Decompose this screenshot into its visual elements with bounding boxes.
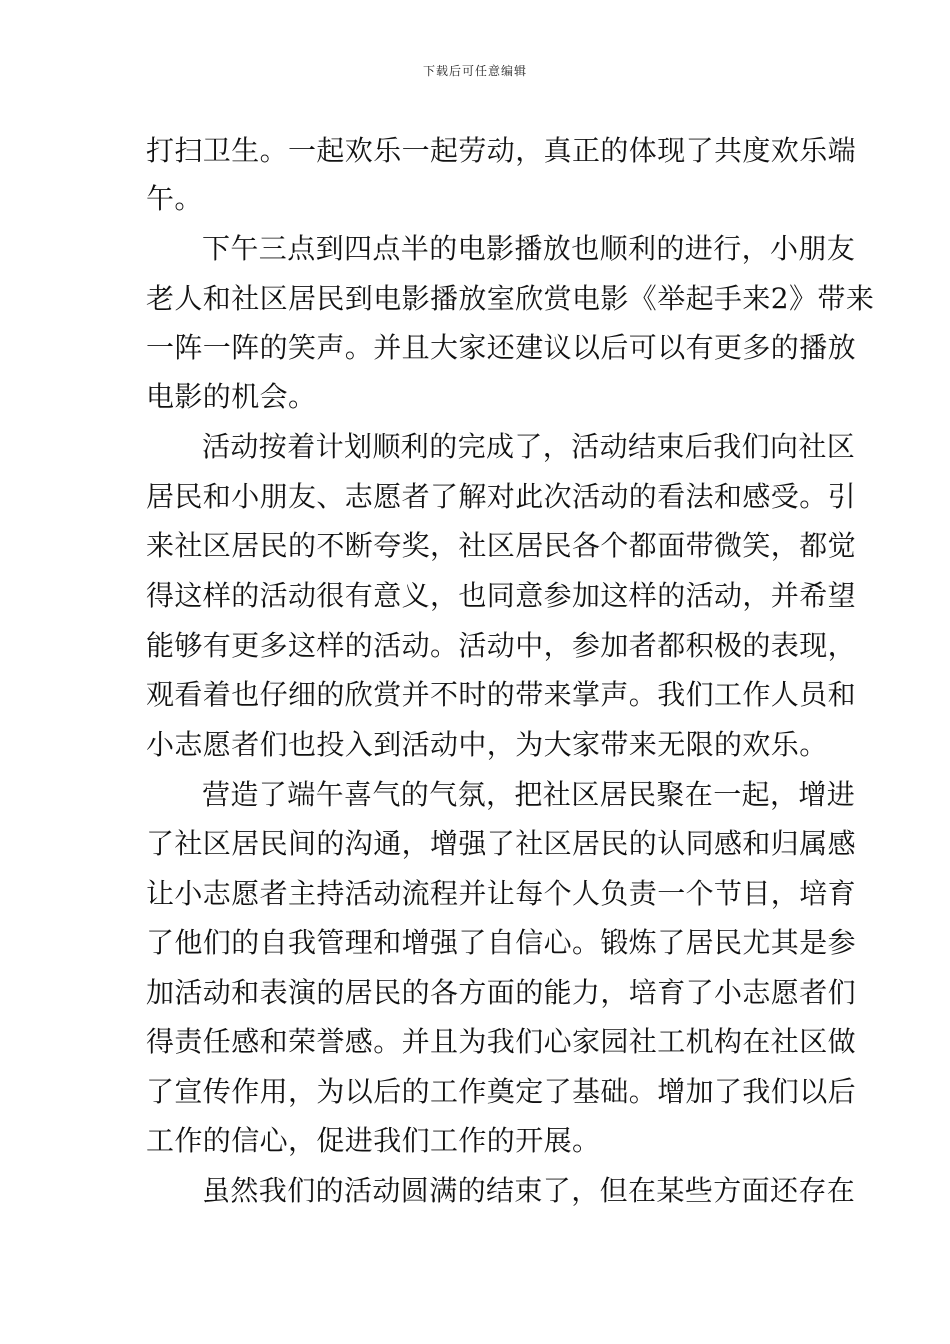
text-line: 得这样的活动很有意义，也同意参加这样的活动，并希望: [146, 579, 857, 612]
text-line: 午。: [146, 182, 203, 215]
paragraph-start-line: 下午三点到四点半的电影播放也顺利的进行，小朋友: [202, 232, 856, 265]
text-line: 居民和小朋友、志愿者了解对此次活动的看法和感受。引: [146, 480, 857, 513]
text-line: 工作的信心，促进我们工作的开展。: [146, 1124, 601, 1157]
text-line: 让小志愿者主持活动流程并让每个人负责一个节目，培育: [146, 877, 857, 910]
paragraph-start-line: 活动按着计划顺利的完成了，活动结束后我们向社区: [202, 430, 856, 463]
paragraph-start-line: 虽然我们的活动圆满的结束了，但在某些方面还存在: [202, 1174, 856, 1207]
text-line: 加活动和表演的居民的各方面的能力，培育了小志愿者们: [146, 976, 857, 1009]
paragraph-start-line: 营造了端午喜气的气氛，把社区居民聚在一起，增进: [202, 778, 856, 811]
page-header: 下载后可任意编辑: [422, 64, 527, 78]
text-line: 了他们的自我管理和增强了自信心。锻炼了居民尤其是参: [146, 926, 857, 959]
text-line: 了宣传作用，为以后的工作奠定了基础。增加了我们以后: [146, 1075, 857, 1108]
text-line: 电影的机会。: [146, 380, 317, 413]
text-line: 观看着也仔细的欣赏并不时的带来掌声。我们工作人员和: [146, 678, 857, 711]
text-line: 得责任感和荣誉感。并且为我们心家园社工机构在社区做: [146, 1025, 857, 1058]
text-line: 能够有更多这样的活动。活动中，参加者都积极的表现，: [146, 629, 857, 662]
text-line: 老人和社区居民到电影播放室欣赏电影《举起手来2》带来: [146, 282, 875, 315]
text-line: 小志愿者们也投入到活动中，为大家带来无限的欢乐。: [146, 728, 828, 761]
text-line: 一阵一阵的笑声。并且大家还建议以后可以有更多的播放: [146, 331, 857, 364]
text-line: 了社区居民间的沟通，增强了社区居民的认同感和归属感: [146, 827, 857, 860]
text-line: 来社区居民的不断夸奖，社区居民各个都面带微笑，都觉: [146, 529, 857, 562]
text-line: 打扫卫生。一起欢乐一起劳动，真正的体现了共度欢乐端: [146, 134, 857, 167]
